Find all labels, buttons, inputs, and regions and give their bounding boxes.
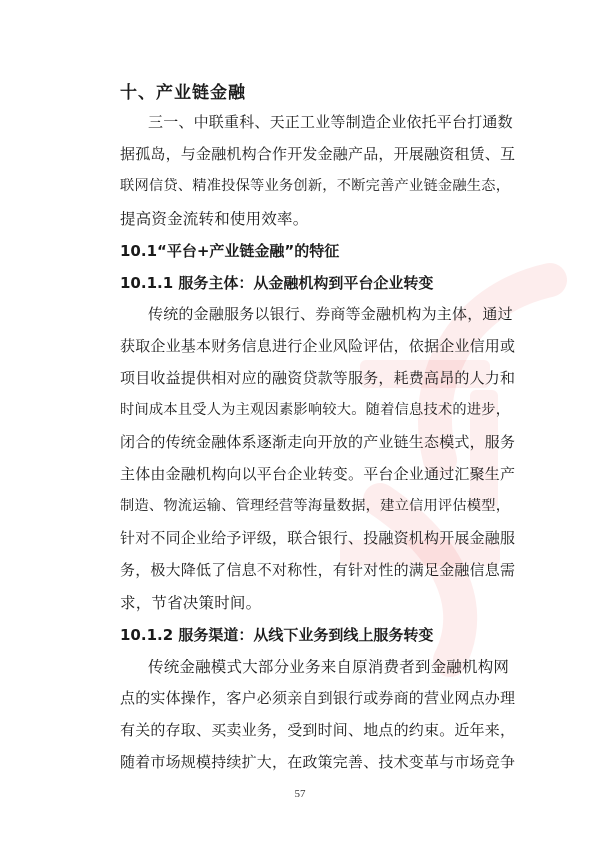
sub1-line: 传统的金融服务以银行、券商等金融机构为主体，通过 [148, 305, 513, 323]
sub2-title: 10.1.2 服务渠道：从线下业务到线上服务转变 [120, 626, 434, 644]
sub1-line: 求，节省决策时间。 [120, 594, 262, 612]
sub1-line: 时间成本且受人为主观因素影响较大。随着信息技术的进步， [120, 402, 511, 418]
sub2-line: 有关的存取、买卖业务，受到时间、地点的约束。近年来， [120, 721, 516, 739]
intro-line: 联网信贷、精准投保等业务创新，不断完善产业链金融生态， [120, 178, 511, 194]
intro-line: 提高资金流转和使用效率。 [120, 210, 309, 228]
sub2-line: 点的实体操作，客户必须亲自到银行或券商的营业网点办理 [120, 689, 516, 707]
sub1-line: 主体由金融机构向以平台企业转变。平台企业通过汇聚生产 [120, 465, 516, 483]
sub1-title: 10.1.1 服务主体：从金融机构到平台企业转变 [120, 274, 434, 292]
intro-line: 据孤岛，与金融机构合作开发金融产品，开展融资租赁、互 [120, 145, 516, 163]
section-title: 十、产业链金融 [120, 83, 246, 103]
subsection-title: 10.1“平台+产业链金融”的特征 [120, 242, 340, 260]
page-number: 57 [294, 788, 306, 800]
sub2-line: 随着市场规模持续扩大，在政策完善、技术变革与市场竞争 [120, 753, 516, 771]
sub1-line: 项目收益提供相对应的融资贷款等服务，耗费高昂的人力和 [120, 369, 516, 387]
sub1-line: 获取企业基本财务信息进行企业风险评估，依据企业信用或 [120, 337, 516, 355]
sub1-line: 制造、物流运输、管理经营等海量数据，建立信用评估模型， [120, 498, 511, 514]
sub1-line: 务，极大降低了信息不对称性，有针对性的满足金融信息需 [120, 561, 516, 579]
intro-line: 三一、中联重科、天正工业等制造企业依托平台打通数 [148, 113, 513, 131]
sub2-line: 传统金融模式大部分业务来自原消费者到金融机构网 [148, 658, 510, 676]
sub1-line: 闭合的传统金融体系逐渐走向开放的产业链生态模式，服务 [120, 433, 516, 451]
sub1-line: 针对不同企业给予评级，联合银行、投融资机构开展金融服 [120, 529, 516, 547]
